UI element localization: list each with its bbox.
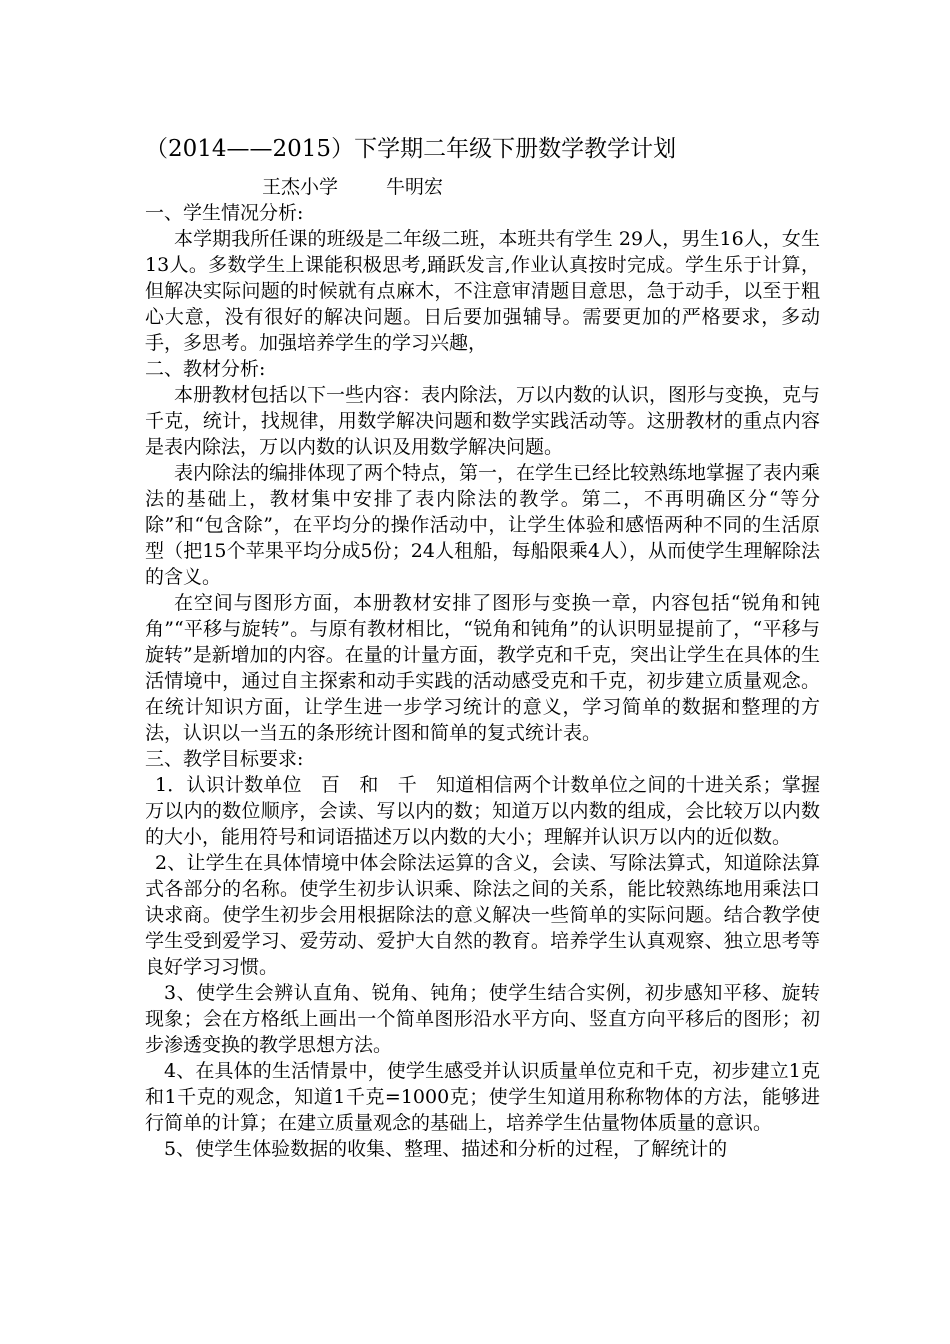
paragraph-student-analysis: 本学期我所任课的班级是二年级二班，本班共有学生 29人，男生16人，女生13人。多数学生上课能积极思考,踊跃发言,作业认真按时完成。学生乐于计算，但解决实际问题的时候就有点麻木，不注意审清题目意思，急于动手，以至于粗心大意，没有很好的解决问题。日后要加强辅导。需要更加的严格要求，多动手，多思考。加强培养学生的学习兴趣，	[145, 228, 820, 354]
goal-item-3: 3、使学生会辨认直角、锐角、钝角；使学生结合实例，初步感知平移、旋转现象；会在方格纸上画出一个简单图形沿水平方向、竖直方向平移后的图形；初步渗透变换的教学思想方法。	[145, 982, 820, 1056]
author-name: 牛明宏	[386, 176, 444, 198]
goal-item-1: 1．认识计数单位 百 和 千 知道相信两个计数单位之间的十进关系；掌握万以内的数位顺序，会读、写以内的数；知道万以内数的组成，会比较万以内数的大小，能用符号和词语描述万以内数的大小；理解并认识万以内的近似数。	[145, 774, 820, 848]
paragraph-division-features: 表内除法的编排体现了两个特点，第一，在学生已经比较熟练地掌握了表内乘法的基础上，教材集中安排了表内除法的教学。第二，不再明确区分“等分除”和“包含除”，在平均分的操作活动中，让学生体验和感悟两种不同的生活原型（把15个苹果平均分成5份；24人租船，每船限乘4人），从而使学生理解除法的含义。	[145, 462, 821, 588]
section-heading-textbook-analysis: 二、教材分析:	[145, 358, 266, 380]
school-name: 王杰小学	[262, 176, 339, 198]
paragraph-textbook-content: 本册教材包括以下一些内容：表内除法，万以内数的认识，图形与变换，克与千克，统计，找规律，用数学解决问题和数学实践活动等。这册教材的重点内容是表内除法，万以内数的认识及用数学解决问题。	[145, 384, 821, 458]
document-title: （2014——2015）下学期二年级下册数学教学计划	[145, 136, 677, 162]
document-body	[145, 200, 820, 1162]
goal-item-4: 4、在具体的生活情景中，使学生感受并认识质量单位克和千克，初步建立1克和1千克的观念，知道1千克=1000克；使学生知道用称称物体的方法，能够进行简单的计算；在建立质量观念的基础上，培养学生估量物体质量的意识。	[145, 1060, 820, 1134]
section-heading-student-analysis: 一、学生情况分析:	[145, 202, 304, 224]
goal-item-5: 5、使学生体验数据的收集、整理、描述和分析的过程，了解统计的	[164, 1138, 728, 1160]
goal-item-2: 2、让学生在具体情境中体会除法运算的含义，会读、写除法算式，知道除法算式各部分的名称。使学生初步认识乘、除法之间的关系，能比较熟练地用乘法口诀求商。使学生初步会用根据除法的意义解决一些简单的实际问题。结合教学使学生受到爱学习、爱劳动、爱护大自然的教育。培养学生认真观察、独立思考等良好学习习惯。	[145, 852, 820, 978]
paragraph-space-and-shapes: 在空间与图形方面，本册教材安排了图形与变换一章，内容包括“锐角和钝角”“平移与旋转”。与原有教材相比，“锐角和钝角”的认识明显提前了，“平移与旋转”是新增加的内容。在量的计量方面，教学克和千克，突出让学生在具体的生活情境中，通过自主探索和动手实践的活动感受克和千克，初步建立质量观念。在统计知识方面，让学生进一步学习统计的意义，学习简单的数据和整理的方法，认识以一当五的条形统计图和简单的复式统计表。	[145, 592, 820, 744]
byline	[262, 174, 443, 200]
section-heading-teaching-goals: 三、教学目标要求:	[145, 748, 304, 770]
